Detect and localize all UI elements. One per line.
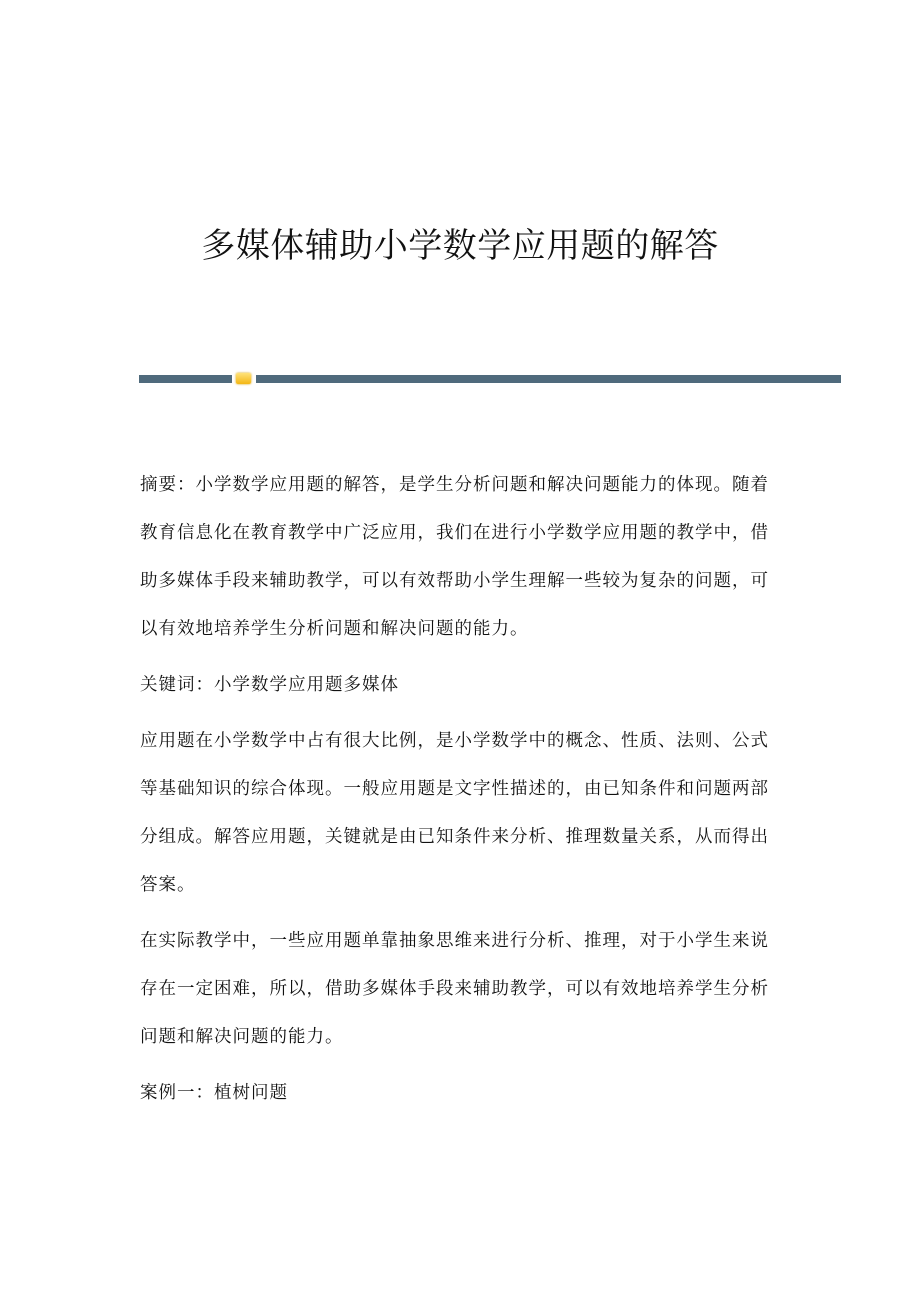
text-line: 在实际教学中，一些应用题单靠抽象思维来进行分析、推理，对于小学生来说 [140, 931, 769, 951]
document-title: 多媒体辅助小学数学应用题的解答 [201, 226, 719, 266]
text-line: 等基础知识的综合体现。一般应用题是文字性描述的，由已知条件和问题两部 [140, 779, 769, 799]
text-line: 分组成。解答应用题，关键就是由已知条件来分析、推理数量关系，从而得出 [140, 827, 769, 847]
text-line: 摘要：小学数学应用题的解答，是学生分析问题和解决问题能力的体现。随着 [140, 475, 769, 495]
text-line: 关键词：小学数学应用题多媒体 [140, 675, 399, 695]
text-line: 问题和解决问题的能力。 [140, 1027, 344, 1047]
text-line: 应用题在小学数学中占有很大比例，是小学数学中的概念、性质、法则、公式 [140, 731, 769, 751]
divider-ornament-icon [236, 373, 251, 384]
divider-bar-right [256, 375, 841, 383]
text-line: 教育信息化在教育教学中广泛应用，我们在进行小学数学应用题的教学中，借 [140, 523, 769, 543]
text-line: 案例一：植树问题 [140, 1083, 288, 1103]
text-line: 以有效地培养学生分析问题和解决问题的能力。 [140, 619, 529, 639]
divider-bar-left [139, 375, 232, 383]
text-line: 助多媒体手段来辅助教学，可以有效帮助小学生理解一些较为复杂的问题，可 [140, 571, 769, 591]
text-line: 存在一定困难，所以，借助多媒体手段来辅助教学，可以有效地培养学生分析 [140, 979, 769, 999]
text-line: 答案。 [140, 875, 196, 895]
